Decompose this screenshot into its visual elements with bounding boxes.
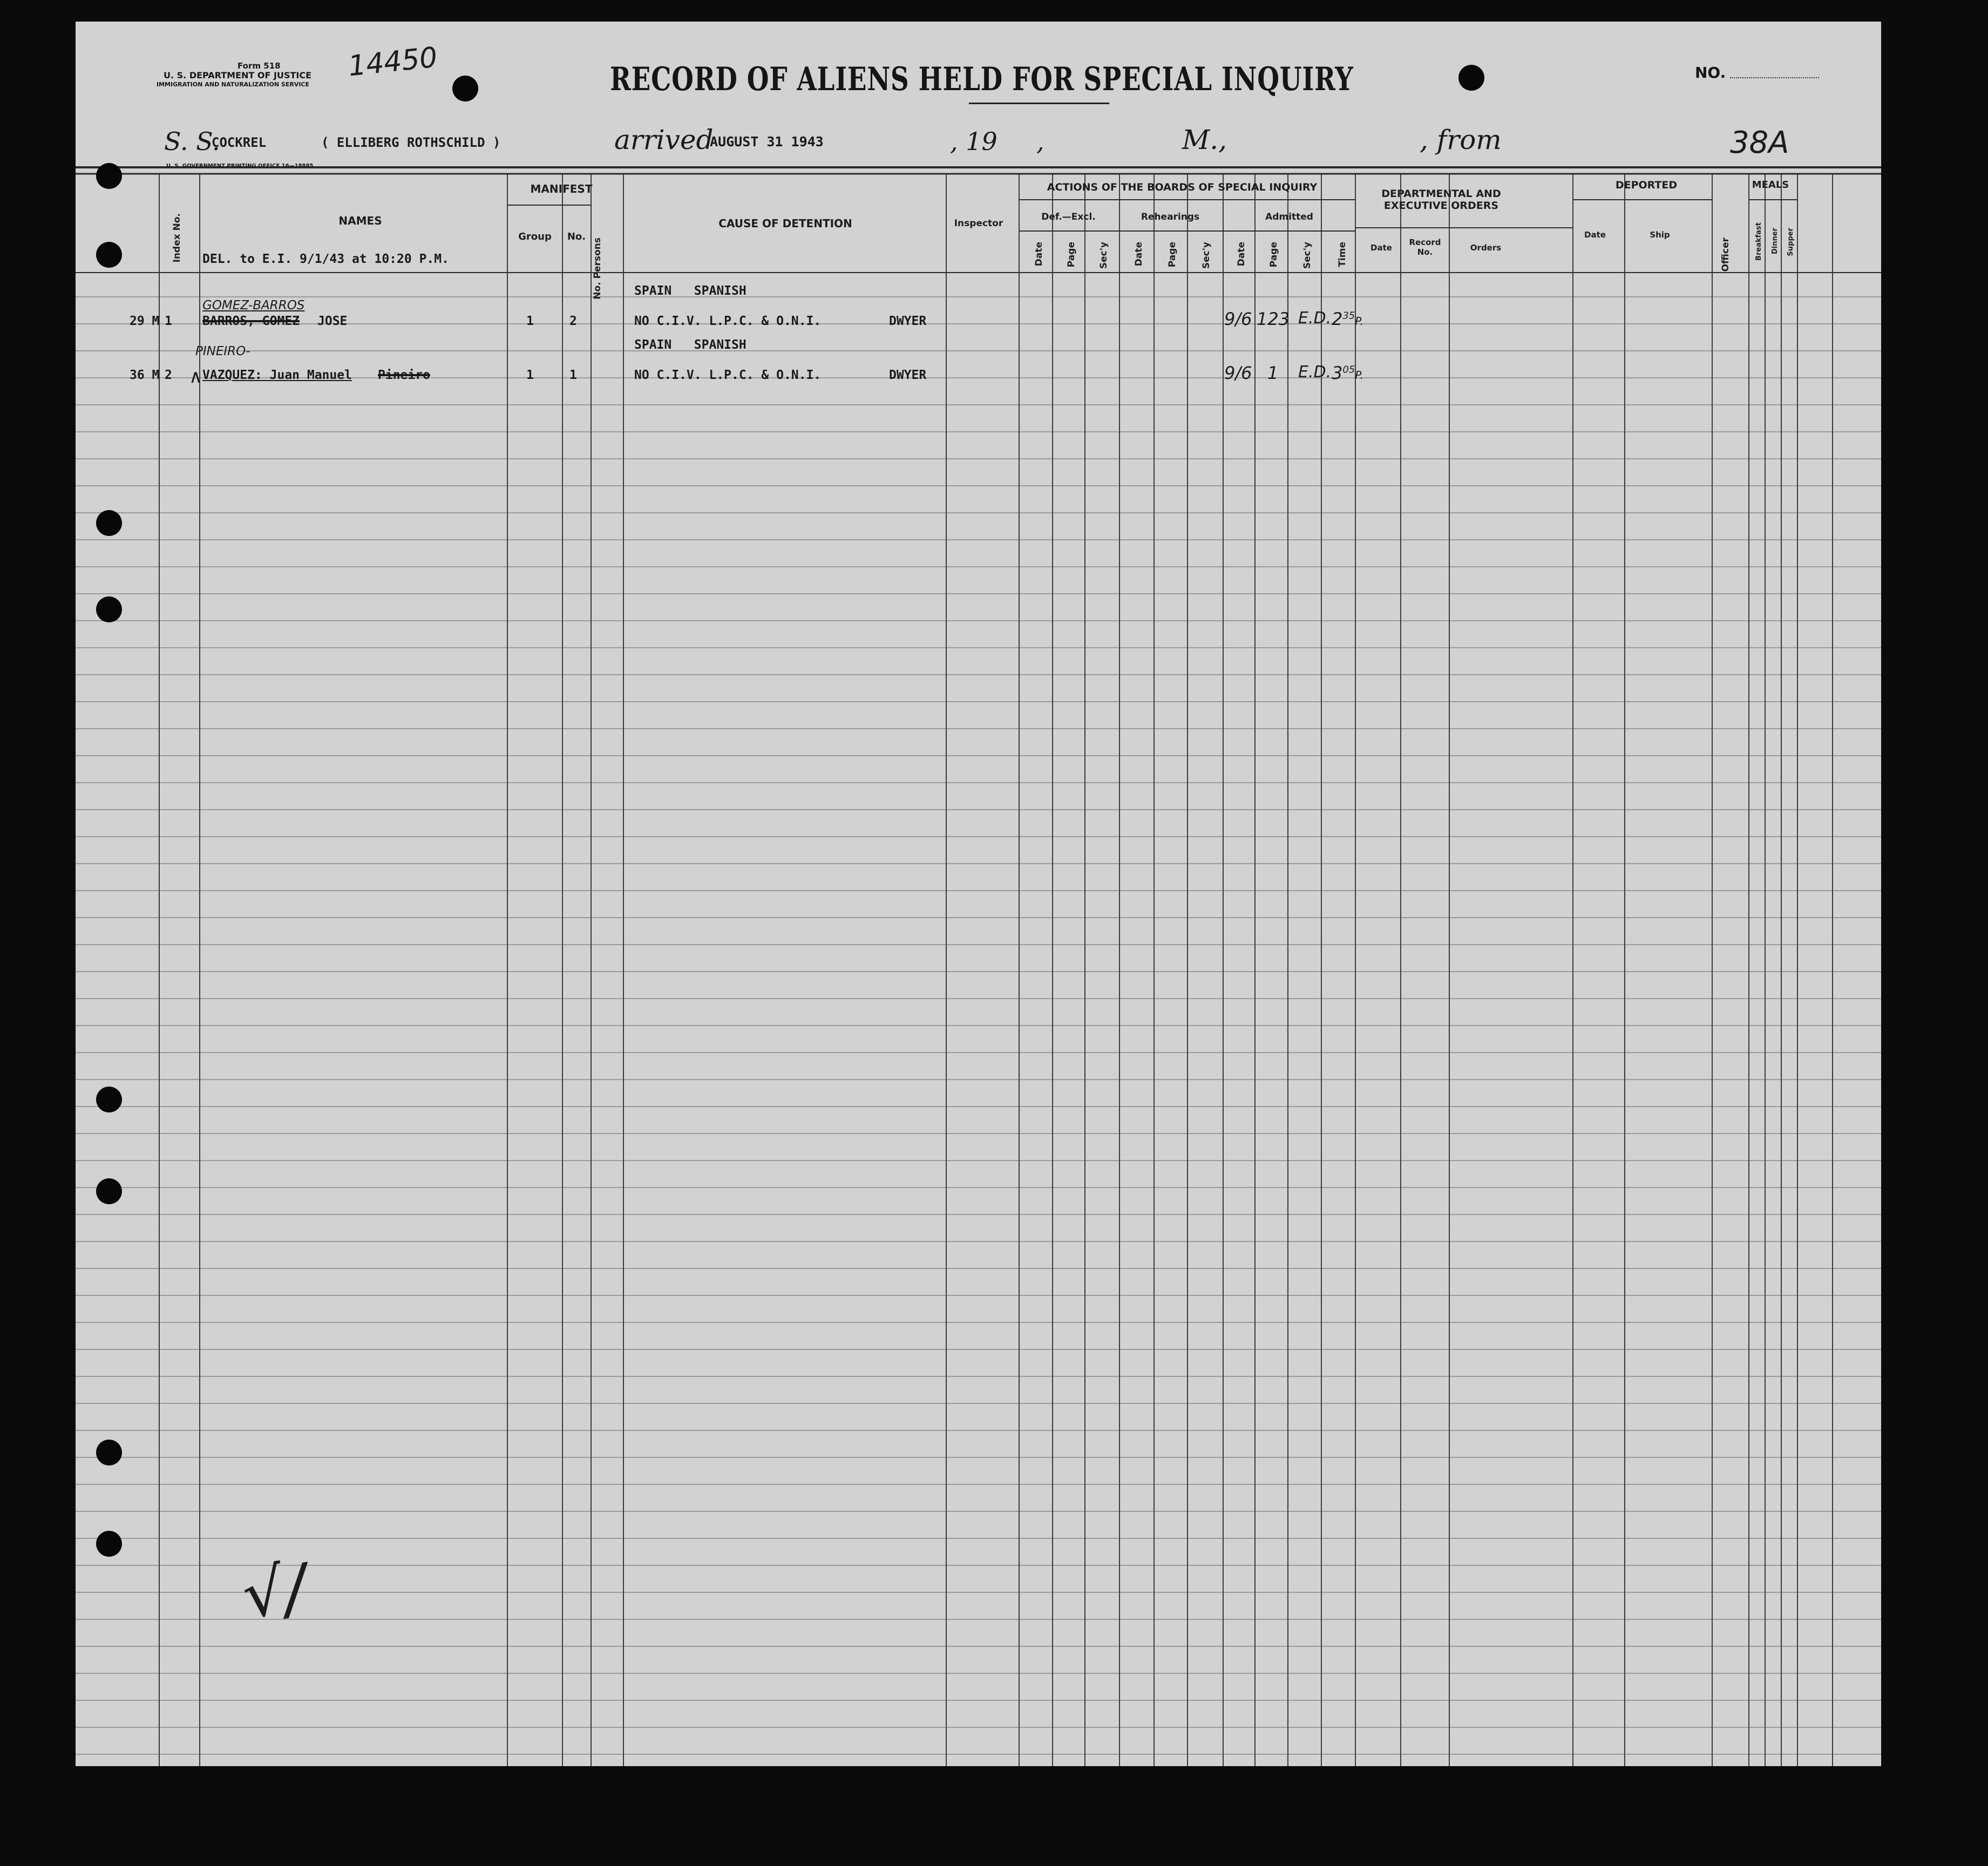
col-deported: DEPORTED (1615, 179, 1678, 191)
row2-adm-time (1332, 363, 1363, 383)
row1-nationality: SPAIN SPANISH (634, 284, 747, 298)
col-rehearings: Rehearings (1141, 212, 1200, 222)
row2-inspector: DWYER (889, 368, 927, 382)
punch-hole (96, 1178, 122, 1204)
row1-adm-time-ampm: P. (1355, 315, 1363, 328)
col-reh-date: Date (1134, 242, 1144, 267)
row2-adm-page: 1 (1267, 363, 1279, 383)
row1-adm-time (1332, 309, 1363, 329)
row1-name-struck: BARROS, GOMEZ (202, 314, 300, 328)
row1-name-given: JOSE (317, 314, 348, 328)
row2-group: 1 (526, 368, 534, 382)
col-reh-secy: Sec'y (1201, 242, 1212, 269)
row2-cause: NO C.I.V. L.P.C. & O.N.I. (634, 368, 822, 382)
col-dinner: Dinner (1771, 228, 1779, 254)
punch-hole (96, 596, 122, 622)
arrived-date: AUGUST 31 1943 (710, 134, 824, 150)
department: U. S. DEPARTMENT OF JUSTICE (164, 70, 312, 80)
col-adm-page: Page (1268, 242, 1279, 268)
form-number: Form 518 (238, 61, 281, 71)
row2-nationality: SPAIN SPANISH (634, 338, 747, 352)
col-manifest: MANIFEST (530, 182, 593, 195)
col-adm-date: Date (1236, 242, 1247, 267)
col-dept-date: Date (1370, 243, 1392, 253)
row1-adm-time-min: 35 (1342, 310, 1355, 322)
col-dep-date: Date (1584, 230, 1606, 240)
punch-hole (96, 1440, 122, 1465)
punch-hole (96, 1087, 122, 1112)
col-adm-time: Time (1337, 242, 1348, 267)
col-inspector: Inspector (954, 218, 1003, 229)
col-dept-orders: DEPARTMENTAL AND EXECUTIVE ORDERS (1381, 188, 1501, 212)
no-field (1730, 77, 1819, 78)
printing-office: U. S. GOVERNMENT PRINTING OFFICE 16—18885 (166, 163, 314, 169)
col-def-page: Page (1066, 242, 1077, 268)
col-def-excl: Def.—Excl. (1041, 212, 1096, 222)
col-meals: MEALS (1752, 179, 1789, 191)
handwritten-number: 14450 (347, 41, 439, 83)
del-note: DEL. to E.I. 9/1/43 at 10:20 P.M. (202, 252, 449, 266)
row1-adm-secy: E.D. (1298, 309, 1332, 328)
col-ship: Ship (1650, 230, 1670, 240)
punch-hole (452, 76, 478, 101)
punch-hole (96, 163, 122, 189)
row2-name-main: VAZQUEZ: Juan Manuel (202, 368, 352, 382)
page-title: RECORD OF ALIENS HELD FOR SPECIAL INQUIRY (610, 60, 1354, 98)
service: IMMIGRATION AND NATURALIZATION SERVICE (157, 81, 310, 88)
from-label: , from (1420, 124, 1502, 155)
col-no: No. (567, 231, 586, 242)
ruled-grid (76, 22, 1881, 1766)
col-record-no: Record No. (1409, 238, 1441, 257)
col-no-persons: No. Persons (592, 238, 603, 300)
row1-name-correction: GOMEZ-BARROS (202, 298, 305, 313)
col-def-secy: Sec'y (1098, 242, 1109, 269)
col-boards: ACTIONS OF THE BOARDS OF SPECIAL INQUIRY (1047, 181, 1318, 193)
row2-no: 1 (569, 368, 577, 382)
col-reh-page: Page (1167, 242, 1178, 268)
row1-index: 1 (165, 314, 172, 328)
row1-no: 2 (569, 314, 577, 328)
punch-hole (96, 1531, 122, 1557)
caret-mark: ∧ (189, 366, 202, 388)
row2-adm-secy: E.D. (1298, 363, 1332, 382)
sheet-code: 38A (1730, 125, 1789, 160)
col-supper: Supper (1787, 228, 1795, 256)
col-cause: CAUSE OF DETENTION (718, 217, 852, 230)
row1-inspector: DWYER (889, 314, 927, 328)
record-sheet (76, 22, 1881, 1766)
row2-adm-time-hour: 3 (1332, 363, 1343, 383)
col-def-date: Date (1034, 242, 1044, 267)
row1-group: 1 (526, 314, 534, 328)
row1-age-sex: 29 M (130, 314, 160, 328)
arrived-label: arrived (614, 124, 714, 155)
ship-alt-name: ( ELLIBERG ROTHSCHILD ) (321, 135, 501, 150)
col-officer: Officer (1720, 238, 1731, 272)
row1-cause: NO C.I.V. L.P.C. & O.N.I. (634, 314, 822, 328)
col-orders: Orders (1470, 243, 1502, 253)
row2-age-sex: 36 M (130, 368, 160, 382)
title-underline (969, 103, 1109, 104)
row1-adm-date: 9/6 (1224, 309, 1252, 329)
col-group: Group (518, 231, 552, 242)
row2-name-correction: PINEIRO- (195, 344, 250, 358)
punch-hole (96, 242, 122, 268)
row1-adm-time-hour: 2 (1332, 309, 1343, 329)
row2-index: 2 (165, 368, 172, 382)
col-adm-secy: Sec'y (1302, 242, 1313, 269)
ss-label: S. S. (164, 127, 220, 156)
m-label: M., (1182, 124, 1227, 155)
punch-hole (96, 510, 122, 536)
col-names: NAMES (338, 214, 382, 227)
row2-name-struck: Pineiro (378, 368, 430, 382)
col-admitted: Admitted (1265, 212, 1313, 222)
row2-adm-date: 9/6 (1224, 363, 1252, 383)
ship-name: COCKREL (212, 135, 267, 150)
row2-adm-time-ampm: P. (1355, 369, 1363, 382)
check-mark: √/ (238, 1550, 311, 1634)
row1-adm-page: 123 (1257, 309, 1290, 329)
no-label: NO. (1695, 64, 1726, 82)
col-index-no: Index No. (172, 213, 182, 263)
year-label: , 19 (950, 127, 998, 156)
row2-adm-time-min: 05 (1342, 364, 1355, 376)
year-comma: , (1036, 127, 1044, 156)
punch-hole (1458, 65, 1484, 91)
col-breakfast: Breakfast (1755, 222, 1763, 261)
